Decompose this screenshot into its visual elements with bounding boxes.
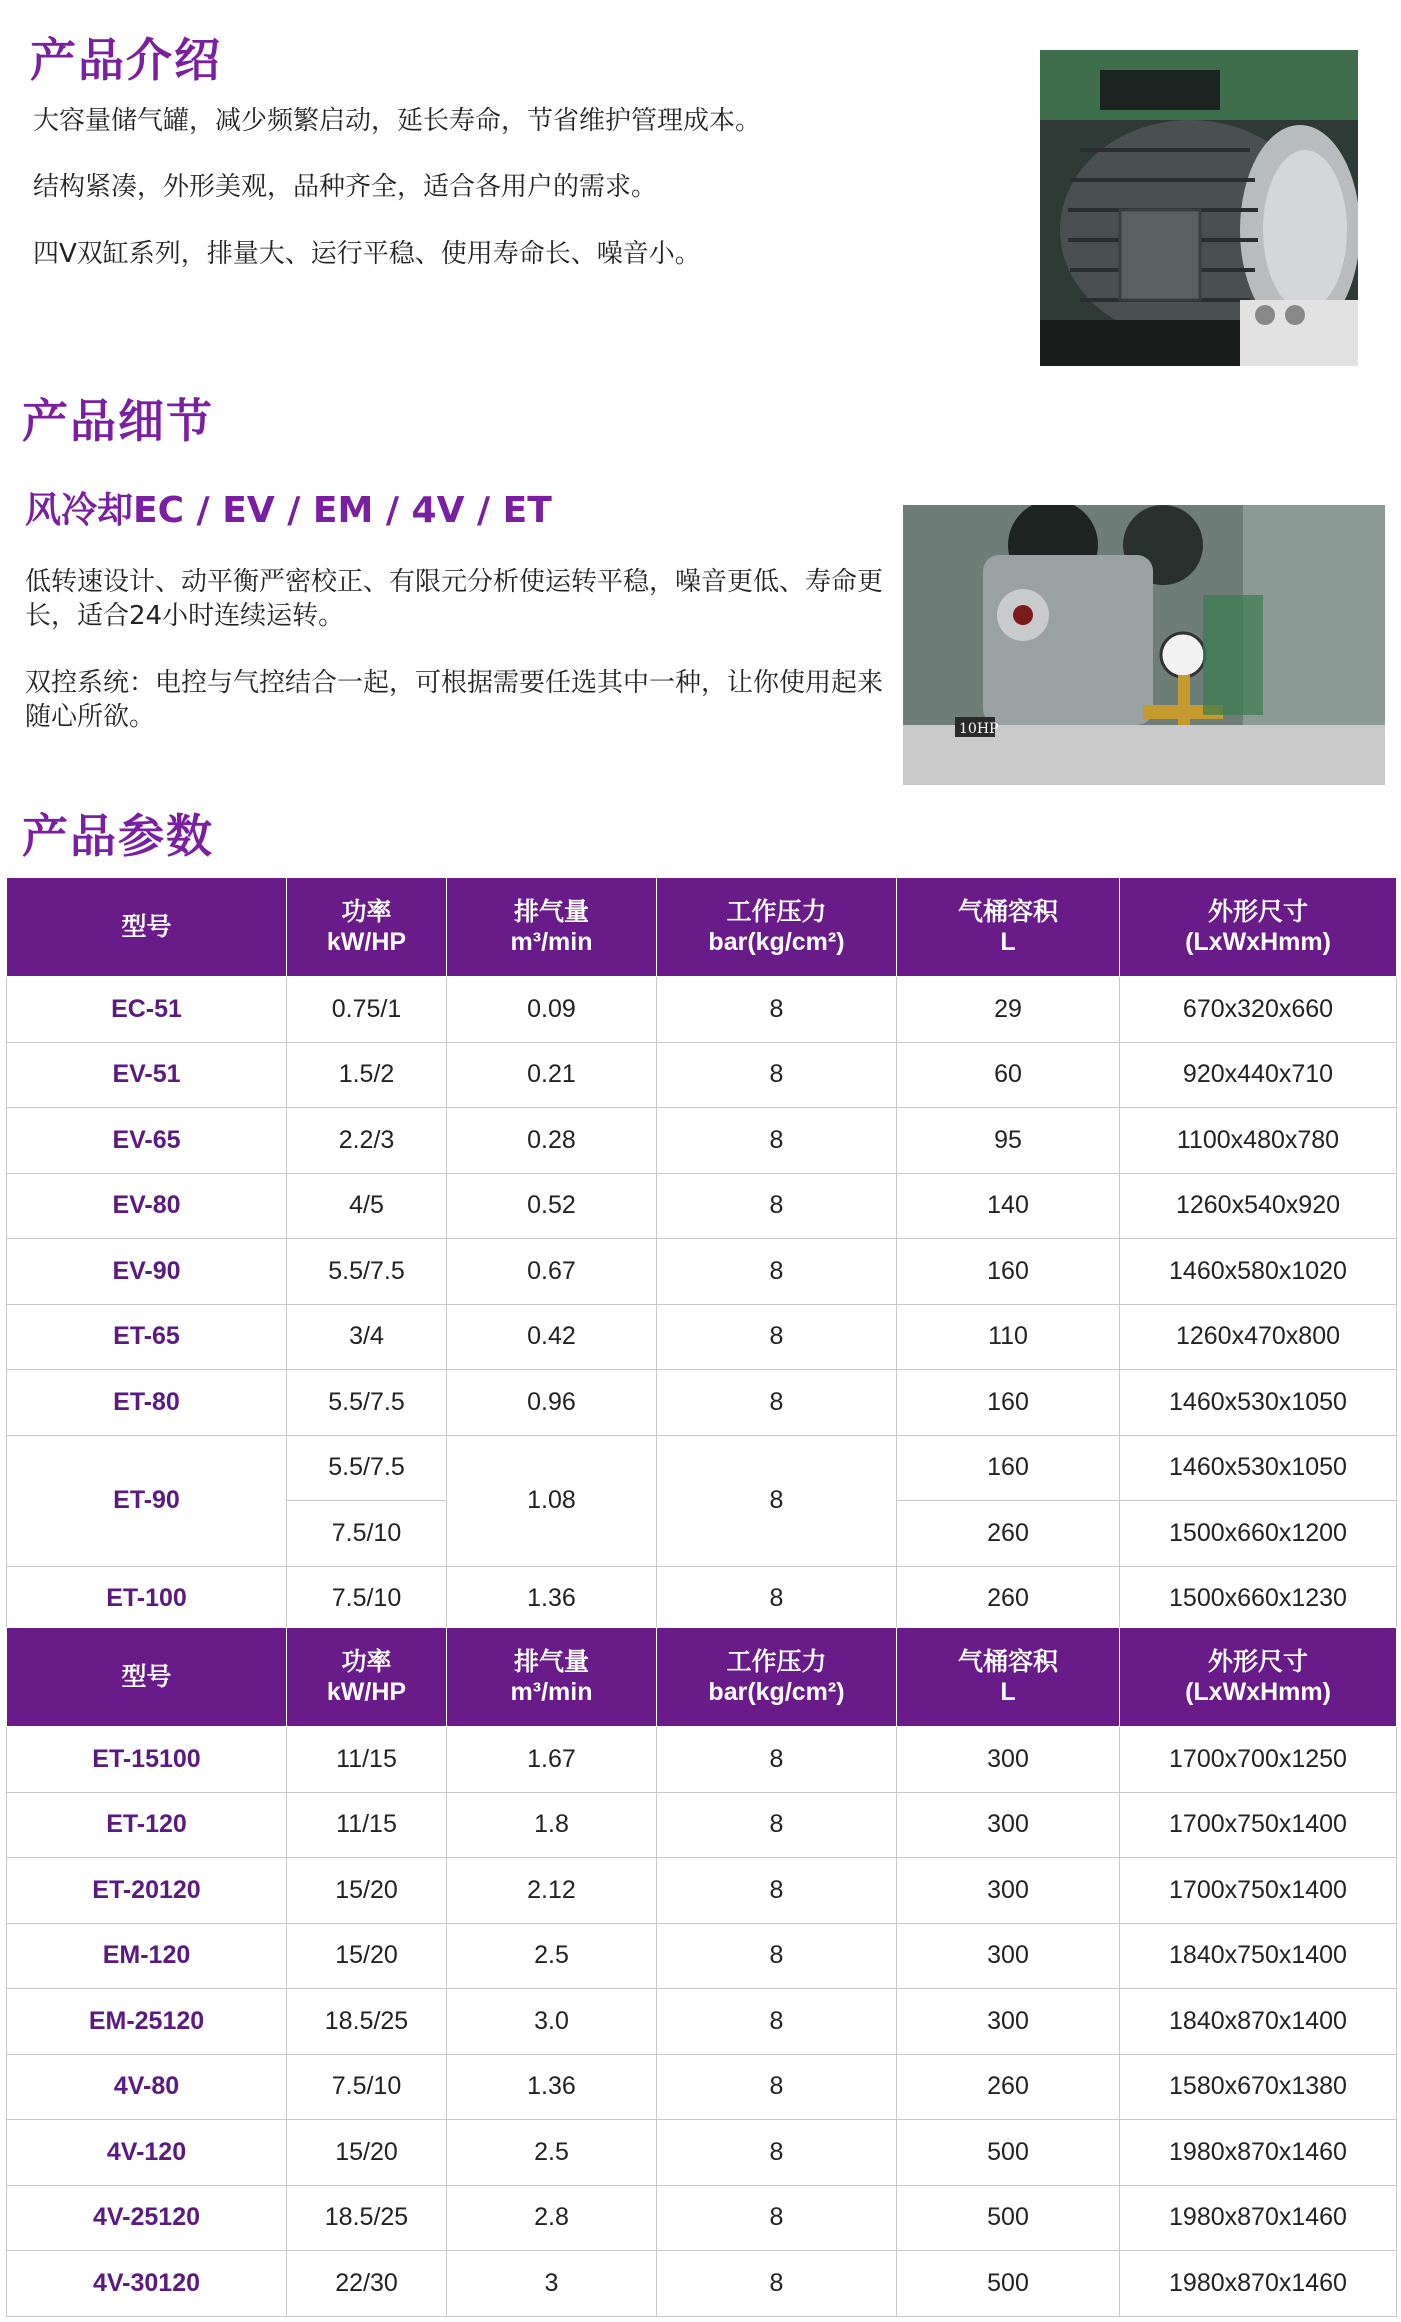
detail-para-1: 低转速设计、动平衡严密校正、有限元分析使运转平稳，噪音更低、寿命更长，适合24小时连续运转。	[25, 567, 884, 631]
cell-power: 18.5/25	[287, 2185, 447, 2251]
table-row	[7, 1435, 1397, 1501]
cell-power: 15/20	[287, 1858, 447, 1924]
params-title: 产品参数	[22, 809, 214, 863]
cell-size: 1700x750x1400	[1120, 1792, 1397, 1858]
cell-flow: 3	[447, 2251, 657, 2317]
cell-volume: 500	[897, 2120, 1120, 2186]
cell-size: 1260x540x920	[1120, 1173, 1397, 1239]
header-volume: 气桶容积 L	[897, 878, 1120, 977]
intro-line-2: 结构紧凑，外形美观，品种齐全，适合各用户的需求。	[33, 172, 658, 202]
cell-pressure: 8	[657, 1858, 897, 1924]
cell-volume: 500	[897, 2251, 1120, 2317]
cell-power: 15/20	[287, 1923, 447, 1989]
cell-volume: 300	[897, 1792, 1120, 1858]
table-row	[7, 1923, 1397, 1989]
cell-power: 5.5/7.5	[287, 1239, 447, 1305]
cell-power: 1.5/2	[287, 1042, 447, 1108]
cell-size: 1500x660x1200	[1120, 1501, 1397, 1567]
table-row	[7, 2054, 1397, 2120]
table-row	[7, 1042, 1397, 1108]
header-power: 功率 kW/HP	[287, 878, 447, 977]
cell-volume: 29	[897, 977, 1120, 1043]
cell-pressure: 8	[657, 1173, 897, 1239]
cell-power: 2.2/3	[287, 1108, 447, 1174]
cell-volume: 260	[897, 1566, 1120, 1632]
intro-title: 产品介绍	[30, 33, 222, 87]
header-pressure: 工作压力 bar(kg/cm²)	[657, 1628, 897, 1727]
cell-pressure: 8	[657, 977, 897, 1043]
cell-power: 11/15	[287, 1727, 447, 1793]
cell-volume: 300	[897, 1858, 1120, 1924]
cell-pressure: 8	[657, 1923, 897, 1989]
compressor-illustration	[903, 505, 1385, 785]
cell-power: 11/15	[287, 1792, 447, 1858]
compressor-photo	[903, 505, 1385, 785]
cell-size: 1840x870x1400	[1120, 1989, 1397, 2055]
intro-line-1: 大容量储气罐，减少频繁启动，延长寿命，节省维护管理成本。	[33, 106, 762, 136]
cell-model: 4V-30120	[7, 2251, 287, 2317]
motor-illustration	[1040, 50, 1358, 366]
cell-size: 1100x480x780	[1120, 1108, 1397, 1174]
cell-pressure: 8	[657, 1239, 897, 1305]
cell-flow: 3.0	[447, 1989, 657, 2055]
cell-pressure: 8	[657, 1435, 897, 1566]
cell-model: 4V-25120	[7, 2185, 287, 2251]
cell-flow: 0.28	[447, 1108, 657, 1174]
cell-power: 5.5/7.5	[287, 1370, 447, 1436]
header-volume: 气桶容积 L	[897, 1628, 1120, 1727]
cell-size: 1580x670x1380	[1120, 2054, 1397, 2120]
table-row	[7, 1239, 1397, 1305]
cell-power: 0.75/1	[287, 977, 447, 1043]
cell-pressure: 8	[657, 1304, 897, 1370]
cell-volume: 260	[897, 1501, 1120, 1567]
detail-subtitle: 风冷却EC / EV / EM / 4V / ET	[25, 490, 552, 531]
cell-model: EM-120	[7, 1923, 287, 1989]
header-size: 外形尺寸 (LxWxHmm)	[1120, 1628, 1397, 1727]
table-row	[7, 2185, 1397, 2251]
cell-model: 4V-80	[7, 2054, 287, 2120]
header-flow: 排气量 m³/min	[447, 1628, 657, 1727]
cell-size: 1840x750x1400	[1120, 1923, 1397, 1989]
cell-size: 1980x870x1460	[1120, 2120, 1397, 2186]
cell-pressure: 8	[657, 2185, 897, 2251]
cell-flow: 0.52	[447, 1173, 657, 1239]
cell-model: EV-51	[7, 1042, 287, 1108]
cell-model: EV-65	[7, 1108, 287, 1174]
cell-power: 5.5/7.5	[287, 1435, 447, 1501]
cell-flow: 1.08	[447, 1435, 657, 1566]
table-row	[7, 977, 1397, 1043]
header-flow: 排气量 m³/min	[447, 878, 657, 977]
cell-model: ET-120	[7, 1792, 287, 1858]
cell-pressure: 8	[657, 1989, 897, 2055]
table-row	[7, 1792, 1397, 1858]
cell-pressure: 8	[657, 1370, 897, 1436]
intro-line-3: 四V双缸系列，排量大、运行平稳、使用寿命长、噪音小。	[33, 239, 701, 269]
cell-model: ET-15100	[7, 1727, 287, 1793]
cell-pressure: 8	[657, 1108, 897, 1174]
table-row	[7, 1566, 1397, 1632]
cell-model: ET-65	[7, 1304, 287, 1370]
cell-volume: 160	[897, 1239, 1120, 1305]
table-header-row	[7, 878, 1397, 977]
table-row	[7, 2251, 1397, 2317]
table-row	[7, 1727, 1397, 1793]
cell-volume: 300	[897, 1727, 1120, 1793]
header-pressure: 工作压力 bar(kg/cm²)	[657, 878, 897, 977]
header-model: 型号	[7, 878, 287, 977]
cell-power: 4/5	[287, 1173, 447, 1239]
table-row	[7, 1304, 1397, 1370]
cell-volume: 300	[897, 1989, 1120, 2055]
header-size: 外形尺寸 (LxWxHmm)	[1120, 878, 1397, 977]
detail-para-2: 双控系统：电控与气控结合一起，可根据需要任选其中一种，让你使用起来随心所欲。	[25, 668, 884, 732]
cell-size: 1980x870x1460	[1120, 2251, 1397, 2317]
cell-size: 1700x750x1400	[1120, 1858, 1397, 1924]
header-model: 型号	[7, 1628, 287, 1727]
cell-model: ET-80	[7, 1370, 287, 1436]
detail-title: 产品细节	[22, 394, 214, 448]
table-row	[7, 2120, 1397, 2186]
cell-power: 3/4	[287, 1304, 447, 1370]
cell-power: 15/20	[287, 2120, 447, 2186]
table-row	[7, 1173, 1397, 1239]
cell-pressure: 8	[657, 2054, 897, 2120]
cell-size: 1980x870x1460	[1120, 2185, 1397, 2251]
table-row	[7, 1989, 1397, 2055]
cell-size: 1700x700x1250	[1120, 1727, 1397, 1793]
cell-flow: 2.8	[447, 2185, 657, 2251]
cell-pressure: 8	[657, 2251, 897, 2317]
cell-flow: 1.36	[447, 1566, 657, 1632]
spec-table-1	[6, 877, 1397, 1632]
cell-pressure: 8	[657, 1566, 897, 1632]
cell-model: ET-20120	[7, 1858, 287, 1924]
cell-size: 670x320x660	[1120, 977, 1397, 1043]
cell-power: 22/30	[287, 2251, 447, 2317]
table-header-row	[7, 1628, 1397, 1727]
cell-flow: 2.12	[447, 1858, 657, 1924]
cell-size: 920x440x710	[1120, 1042, 1397, 1108]
cell-model: 4V-120	[7, 2120, 287, 2186]
cell-size: 1460x580x1020	[1120, 1239, 1397, 1305]
cell-power: 7.5/10	[287, 1501, 447, 1567]
cell-volume: 110	[897, 1304, 1120, 1370]
table-row	[7, 1108, 1397, 1174]
cell-model: EV-80	[7, 1173, 287, 1239]
cell-volume: 260	[897, 2054, 1120, 2120]
cell-flow: 2.5	[447, 2120, 657, 2186]
cell-size: 1500x660x1230	[1120, 1566, 1397, 1632]
cell-volume: 300	[897, 1923, 1120, 1989]
motor-photo	[1040, 50, 1358, 366]
cell-flow: 0.21	[447, 1042, 657, 1108]
cell-flow: 2.5	[447, 1923, 657, 1989]
cell-flow: 1.67	[447, 1727, 657, 1793]
cell-size: 1460x530x1050	[1120, 1435, 1397, 1501]
cell-volume: 500	[897, 2185, 1120, 2251]
cell-model: EC-51	[7, 977, 287, 1043]
cell-pressure: 8	[657, 1042, 897, 1108]
cell-model: ET-90	[7, 1435, 287, 1566]
cell-pressure: 8	[657, 2120, 897, 2186]
cell-volume: 160	[897, 1435, 1120, 1501]
cell-power: 7.5/10	[287, 2054, 447, 2120]
spec-table-2	[6, 1627, 1397, 2317]
cell-flow: 0.42	[447, 1304, 657, 1370]
cell-flow: 0.96	[447, 1370, 657, 1436]
nameplate-label: 10HP	[959, 721, 999, 737]
header-power: 功率 kW/HP	[287, 1628, 447, 1727]
cell-volume: 95	[897, 1108, 1120, 1174]
table-row	[7, 1858, 1397, 1924]
cell-pressure: 8	[657, 1727, 897, 1793]
cell-power: 18.5/25	[287, 1989, 447, 2055]
cell-flow: 1.36	[447, 2054, 657, 2120]
cell-pressure: 8	[657, 1792, 897, 1858]
cell-flow: 1.8	[447, 1792, 657, 1858]
cell-model: ET-100	[7, 1566, 287, 1632]
cell-size: 1260x470x800	[1120, 1304, 1397, 1370]
cell-volume: 60	[897, 1042, 1120, 1108]
cell-flow: 0.09	[447, 977, 657, 1043]
cell-flow: 0.67	[447, 1239, 657, 1305]
cell-model: EV-90	[7, 1239, 287, 1305]
cell-model: EM-25120	[7, 1989, 287, 2055]
table-row	[7, 1370, 1397, 1436]
cell-size: 1460x530x1050	[1120, 1370, 1397, 1436]
cell-power: 7.5/10	[287, 1566, 447, 1632]
cell-volume: 140	[897, 1173, 1120, 1239]
cell-volume: 160	[897, 1370, 1120, 1436]
